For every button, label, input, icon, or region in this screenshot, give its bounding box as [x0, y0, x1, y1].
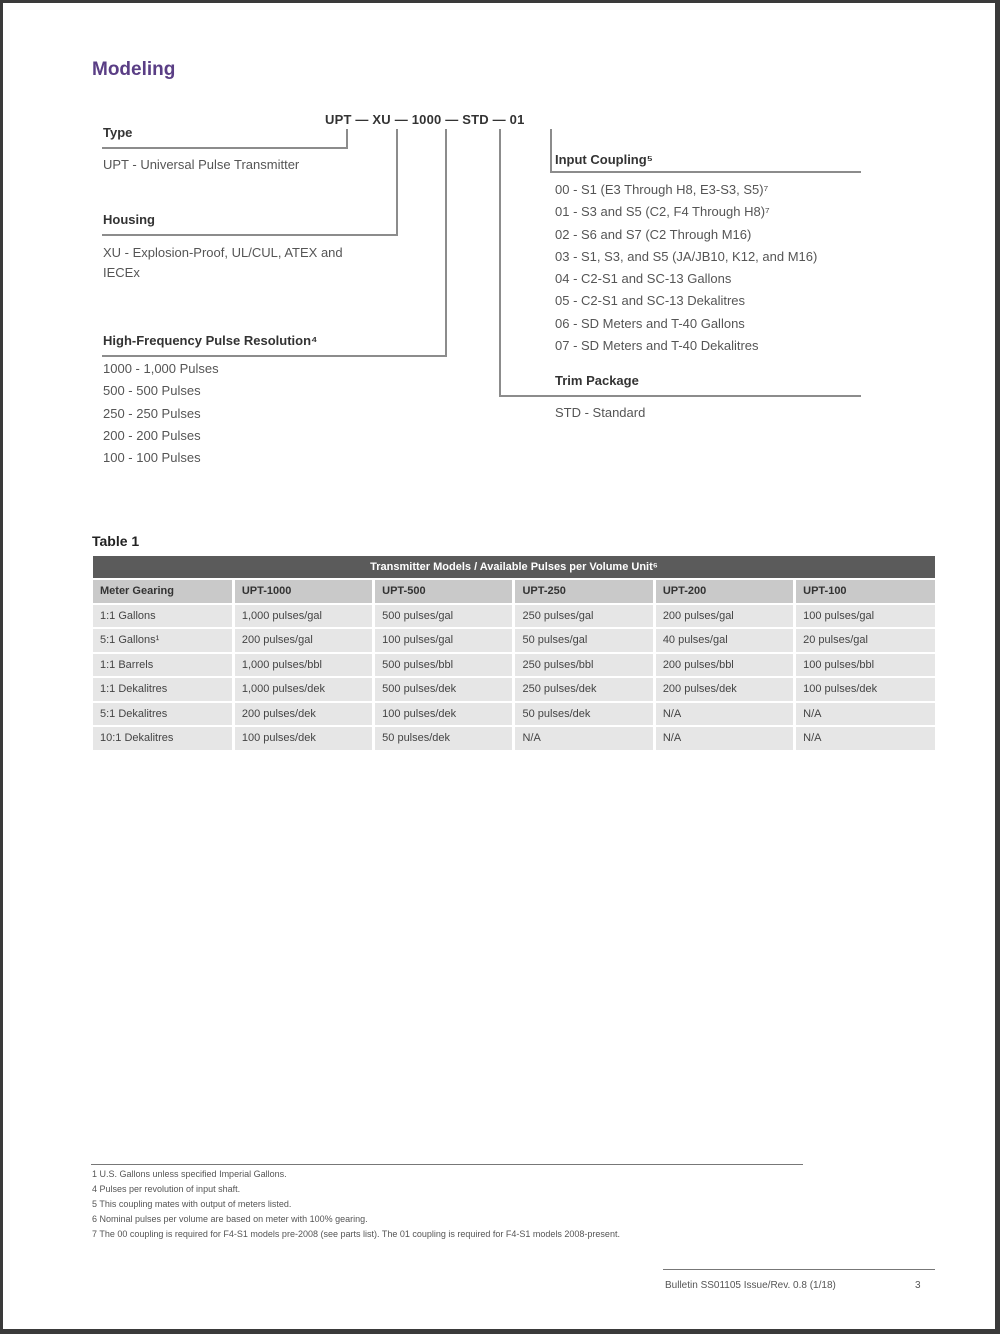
column-header: UPT-200	[654, 579, 794, 604]
table-cell: 50 pulses/gal	[514, 628, 654, 653]
bulletin-reference: Bulletin SS01105 Issue/Rev. 0.8 (1/18)	[665, 1280, 836, 1291]
connector-coupling-vertical	[550, 129, 552, 173]
coupling-item: 05 - C2-S1 and SC-13 Dekalitres	[555, 293, 746, 309]
transmitter-models-table	[93, 556, 935, 750]
resolution-list	[103, 358, 219, 469]
footnote: 7 The 00 coupling is required for F4-S1 models pre-2008 (see parts list). The 01 coupling is required for F4-S1 models 2008-present.	[92, 1229, 620, 1239]
table-cell: 50 pulses/dek	[374, 726, 514, 750]
table-cell: 200 pulses/gal	[233, 628, 373, 653]
table-cell: 500 pulses/gal	[374, 604, 514, 629]
table-row	[93, 604, 935, 629]
connector-type-horizontal	[102, 147, 348, 149]
coupling-item: 06 - SD Meters and T-40 Gallons	[555, 315, 745, 331]
resolution-item: 100 - 100 Pulses	[103, 450, 201, 466]
table-row	[93, 653, 935, 678]
trim-package-header: Trim Package	[555, 373, 639, 388]
table-header-row	[93, 579, 935, 604]
table-cell: 1:1 Dekalitres	[93, 677, 233, 702]
table-cell: 1,000 pulses/gal	[233, 604, 373, 629]
connector-trim-horizontal	[499, 395, 861, 397]
table-cell: 100 pulses/dek	[795, 677, 935, 702]
connector-trim-vertical	[499, 129, 501, 397]
coupling-item: 04 - C2-S1 and SC-13 Gallons	[555, 271, 732, 287]
resolution-item: 500 - 500 Pulses	[103, 383, 201, 399]
trim-package-text: STD - Standard	[555, 405, 646, 420]
table-row	[93, 726, 935, 750]
footnote: 6 Nominal pulses per volume are based on meter with 100% gearing.	[92, 1214, 368, 1224]
connector-housing-vertical	[396, 129, 398, 236]
table-cell: 1,000 pulses/bbl	[233, 653, 373, 678]
resolution-item: 250 - 250 Pulses	[103, 405, 201, 421]
input-coupling-list	[555, 179, 817, 357]
table-label: Table 1	[92, 533, 140, 549]
housing-text-line1: XU - Explosion-Proof, UL/CUL, ATEX and	[103, 245, 343, 260]
footnote: 5 This coupling mates with output of meters listed.	[92, 1199, 292, 1209]
table-cell: N/A	[514, 726, 654, 750]
footnote: 1 U.S. Gallons unless specified Imperial Gallons.	[92, 1169, 287, 1179]
coupling-item: 02 - S6 and S7 (C2 Through M16)	[555, 226, 752, 242]
column-header: UPT-250	[514, 579, 654, 604]
input-coupling-header: Input Coupling⁵	[555, 152, 653, 167]
column-header: UPT-1000	[233, 579, 373, 604]
page-number: 3	[915, 1280, 921, 1291]
connector-coupling-horizontal	[550, 171, 861, 173]
table-cell: N/A	[795, 726, 935, 750]
table-row	[93, 702, 935, 727]
table-row	[93, 628, 935, 653]
type-header: Type	[103, 125, 133, 140]
table-cell: 200 pulses/bbl	[654, 653, 794, 678]
table-cell: 1:1 Gallons	[93, 604, 233, 629]
resolution-header: High-Frequency Pulse Resolution⁴	[103, 333, 318, 348]
table-cell: N/A	[795, 702, 935, 727]
footnote-rule	[91, 1164, 803, 1165]
table-cell: 50 pulses/dek	[514, 702, 654, 727]
column-header: Meter Gearing	[93, 579, 233, 604]
connector-resolution-horizontal	[102, 355, 447, 357]
connector-type-vertical	[346, 129, 348, 149]
table-cell: 500 pulses/dek	[374, 677, 514, 702]
housing-header: Housing	[103, 212, 155, 227]
table-cell: N/A	[654, 702, 794, 727]
model-code: UPT — XU — 1000 — STD — 01	[325, 112, 525, 127]
table-cell: 100 pulses/dek	[233, 726, 373, 750]
table-cell: 200 pulses/dek	[233, 702, 373, 727]
table-cell: 20 pulses/gal	[795, 628, 935, 653]
table-cell: 500 pulses/bbl	[374, 653, 514, 678]
table-row	[93, 677, 935, 702]
connector-housing-horizontal	[102, 234, 398, 236]
table-cell: 1:1 Barrels	[93, 653, 233, 678]
table-caption: Transmitter Models / Available Pulses per Volume Unit⁶	[93, 556, 935, 579]
table-cell: 250 pulses/bbl	[514, 653, 654, 678]
document-page	[3, 3, 995, 1329]
table-cell: 250 pulses/dek	[514, 677, 654, 702]
resolution-item: 200 - 200 Pulses	[103, 427, 201, 443]
page-title: Modeling	[92, 59, 176, 80]
table-cell: 100 pulses/gal	[374, 628, 514, 653]
coupling-item: 00 - S1 (E3 Through H8, E3-S3, S5)⁷	[555, 182, 769, 197]
coupling-item: 07 - SD Meters and T-40 Dekalitres	[555, 338, 759, 354]
table-cell: 250 pulses/gal	[514, 604, 654, 629]
coupling-item: 01 - S3 and S5 (C2, F4 Through H8)⁷	[555, 204, 770, 220]
table-cell: 40 pulses/gal	[654, 628, 794, 653]
table-cell: N/A	[654, 726, 794, 750]
table-cell: 5:1 Dekalitres	[93, 702, 233, 727]
table-cell: 100 pulses/gal	[795, 604, 935, 629]
table-cell: 200 pulses/gal	[654, 604, 794, 629]
table-cell: 5:1 Gallons¹	[93, 628, 233, 653]
connector-resolution-vertical	[445, 129, 447, 357]
table-cell: 100 pulses/dek	[374, 702, 514, 727]
column-header: UPT-500	[374, 579, 514, 604]
resolution-item: 1000 - 1,000 Pulses	[103, 361, 219, 376]
table-cell: 1,000 pulses/dek	[233, 677, 373, 702]
footer-rule	[663, 1269, 935, 1270]
table-cell: 10:1 Dekalitres	[93, 726, 233, 750]
table-cell: 100 pulses/bbl	[795, 653, 935, 678]
column-header: UPT-100	[795, 579, 935, 604]
housing-text-line2: IECEx	[103, 265, 140, 280]
coupling-item: 03 - S1, S3, and S5 (JA/JB10, K12, and M16)	[555, 248, 818, 264]
type-text: UPT - Universal Pulse Transmitter	[103, 157, 300, 172]
footnote: 4 Pulses per revolution of input shaft.	[92, 1184, 241, 1194]
table-cell: 200 pulses/dek	[654, 677, 794, 702]
